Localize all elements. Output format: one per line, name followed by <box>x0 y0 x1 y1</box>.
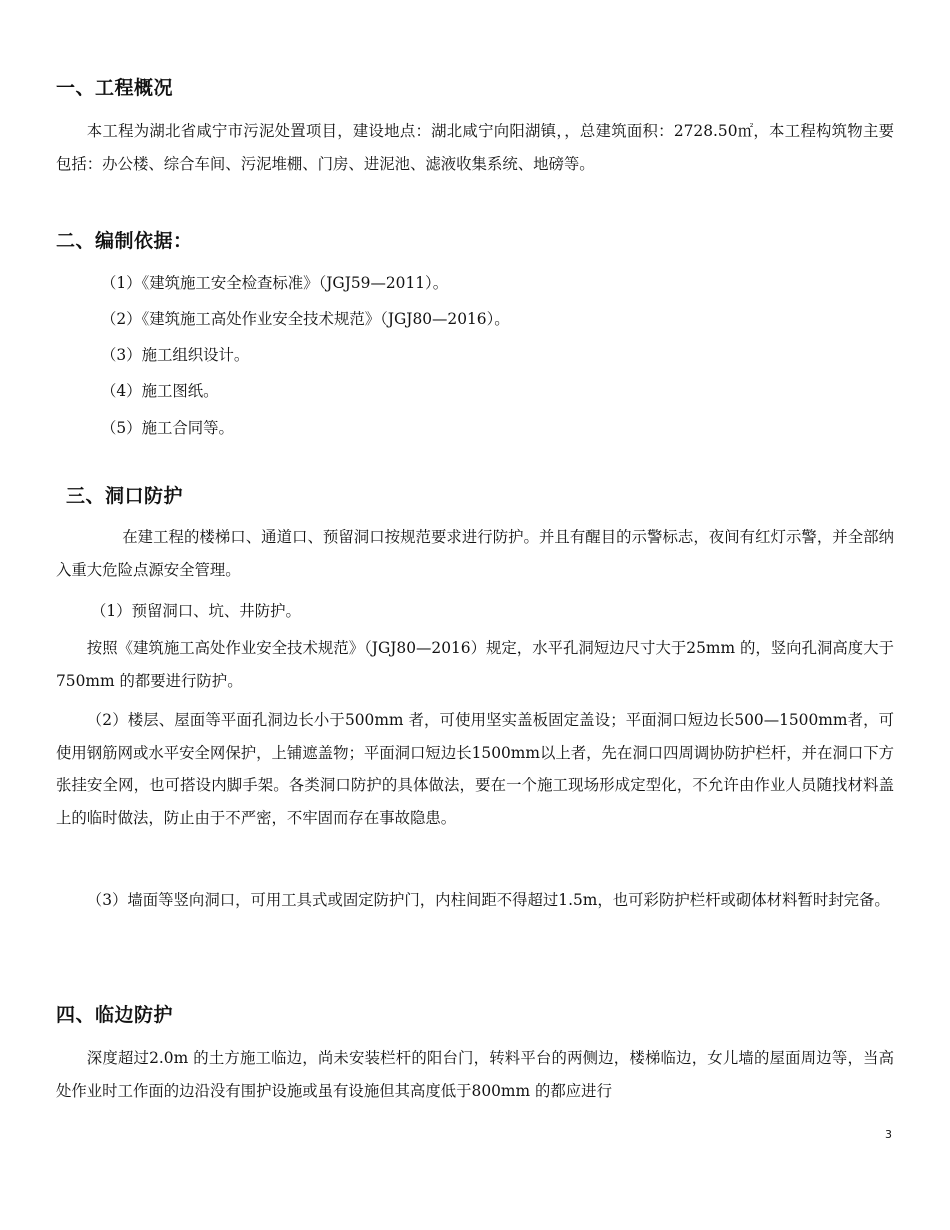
section-1-heading: 一、工程概况 <box>56 77 174 99</box>
reference-item-4: （4）施工图纸。 <box>101 382 219 400</box>
section-3-heading: 三、洞口防护 <box>66 485 184 507</box>
section-3-intro: 在建工程的楼梯口、通道口、预留洞口按规范要求进行防护。并且有醒目的示警标志，夜间有红灯示警，并全部纳入重大危险点源安全管理。 <box>56 528 894 579</box>
page-number: 3 <box>885 1128 892 1141</box>
reference-item-2: （2）《建筑施工高处作业安全技术规范》（JGJ80—2016）。 <box>101 310 510 328</box>
reference-item-5: （5）施工合同等。 <box>101 419 234 437</box>
reference-item-1: （1）《建筑施工安全检查标准》（JGJ59—2011）。 <box>101 274 449 292</box>
reference-item-3: （3）施工组织设计。 <box>101 346 250 364</box>
section-3-subheading-1: （1）预留洞口、坑、井防护。 <box>91 602 301 620</box>
section-3-paragraph-3: （3）墙面等竖向洞口，可用工具式或固定防护门，内柱间距不得超过1.5m，也可彩防护栏杆或砌体材料暂时封完备。 <box>86 891 890 909</box>
section-2-heading: 二、编制依据： <box>56 230 193 252</box>
section-3-paragraph-1: 按照《建筑施工高处作业安全技术规范》（JGJ80—2016）规定，水平孔洞短边尺寸大于25mm 的，竖向孔洞高度大于750mm 的都要进行防护。 <box>56 639 894 690</box>
section-4-heading: 四、临边防护 <box>56 1004 174 1026</box>
section-4-paragraph: 深度超过2.0m 的土方施工临边，尚未安装栏杆的阳台门，转料平台的两侧边，楼梯临边，女儿墙的屋面周边等，当高处作业时工作面的边沿没有围护设施或虽有设施但其高度低于800mm 的都应进行 <box>56 1049 894 1100</box>
section-3-paragraph-2: （2）楼层、屋面等平面孔洞边长小于500mm 者，可使用坚实盖板固定盖设；平面洞口短边长500—1500mm者，可使用钢筋网或水平安全网保护，上铺遮盖物；平面洞口短边长1500mm以上者，先在洞口四周调协防护栏杆，并在洞口下方张挂安全网，也可搭设内脚手架。各类洞口防护的具体做法，要在一个施工现场形成定型化，不允许由作业人员随找材料盖上的临时做法，防止由于不严密，不牢固而存在事故隐患。 <box>56 711 894 827</box>
section-1-paragraph: 本工程为湖北省咸宁市污泥处置项目，建设地点：湖北咸宁向阳湖镇，，总建筑面积：2728.50㎡，本工程构筑物主要包括：办公楼、综合车间、污泥堆棚、门房、进泥池、滤液收集系统、地磅等。 <box>56 122 894 173</box>
